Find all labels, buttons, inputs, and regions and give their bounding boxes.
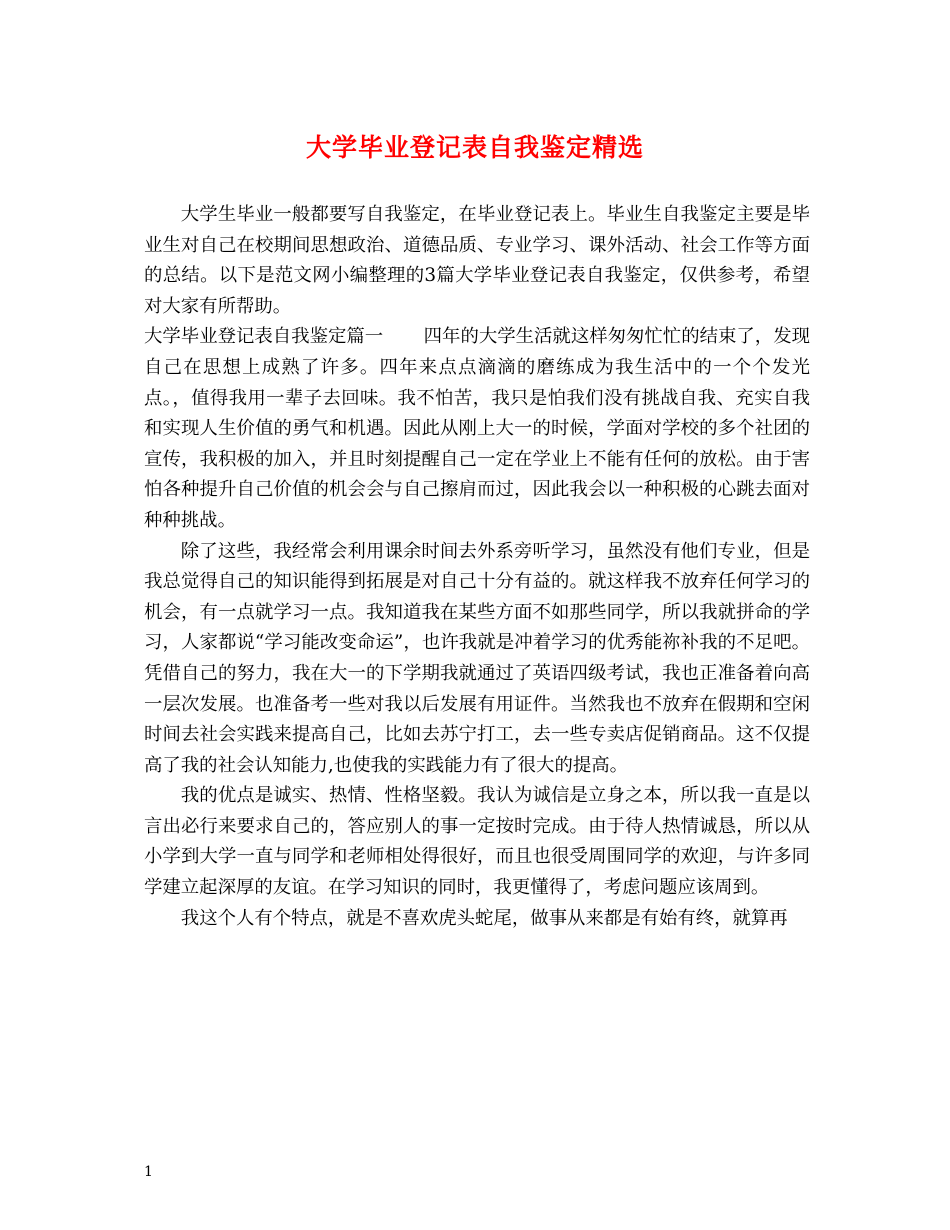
body-paragraph-study: 除了这些，我经常会利用课余时间去外系旁听学习，虽然没有他们专业，但是我总觉得自己的知识能得到拓展是对自己十分有益的。就这样我不放弃任何学习的机会，有一点就学习一点。我知道我在某些方面不如那些同学，所以我就拼命的学习，人家都说“学习能改变命运”，也许我就是冲着学习的优秀能祢补我的不足吧。凭借自己的努力，我在大一的下学期我就通过了英语四级考试，我也正准备着向高一层次发展。也准备考一些对我以后发展有用证件。当然我也不放弃在假期和空闲时间去社会实践来提高自己，比如去苏宁打工，去一些专卖店促销商品。这不仅提高了我的社会认知能力,也使我的实践能力有了很大的提高。 — [144, 540, 810, 776]
section-one-paragraph — [144, 322, 810, 536]
intro-paragraph: 大学生毕业一般都要写自我鉴定，在毕业登记表上。毕业生自我鉴定主要是毕业生对自己在校期间思想政治、道德品质、专业学习、课外活动、社会工作等方面的总结。以下是范文网小编整理的3篇大学毕业登记表自我鉴定，仅供参考，希望对大家有所帮助。 — [144, 204, 810, 317]
document-body — [144, 200, 810, 934]
body-paragraph-trait: 我这个人有个特点，就是不喜欢虎头蛇尾，做事从来都是有始有终，就算再 — [180, 907, 788, 929]
document-title: 大学毕业登记表自我鉴定精选 — [305, 133, 644, 162]
section-heading: 大学毕业登记表自我鉴定篇一 — [144, 326, 384, 348]
page-number: 1 — [144, 1164, 153, 1180]
section-first-paragraph: 四年的大学生活就这样匆匆忙忙的结束了，发现自己在思想上成熟了许多。四年来点点滴滴的磨练成为我生活中的一个个发光点。，值得我用一辈子去回味。我不怕苦，我只是怕我们没有挑战自我、充实自我和实现人生价值的勇气和机遇。因此从刚上大一的时候，学面对学校的多个社团的宣传，我积极的加入，并且时刻提醒自己一定在学业上不能有任何的放松。由于害怕各种提升自己价值的机会会与自己擦肩而过，因此我会以一种积极的心跳去面对种种挑战。 — [144, 326, 810, 531]
body-paragraph-strengths: 我的优点是诚实、热情、性格坚毅。我认为诚信是立身之本，所以我一直是以言出必行来要求自己的，答应别人的事一定按时完成。由于待人热情诚恳，所以从小学到大学一直与同学和老师相处得很好，而且也很受周围同学的欢迎，与许多同学建立起深厚的友谊。在学习知识的同时，我更懂得了，考虑问题应该周到。 — [144, 785, 810, 899]
